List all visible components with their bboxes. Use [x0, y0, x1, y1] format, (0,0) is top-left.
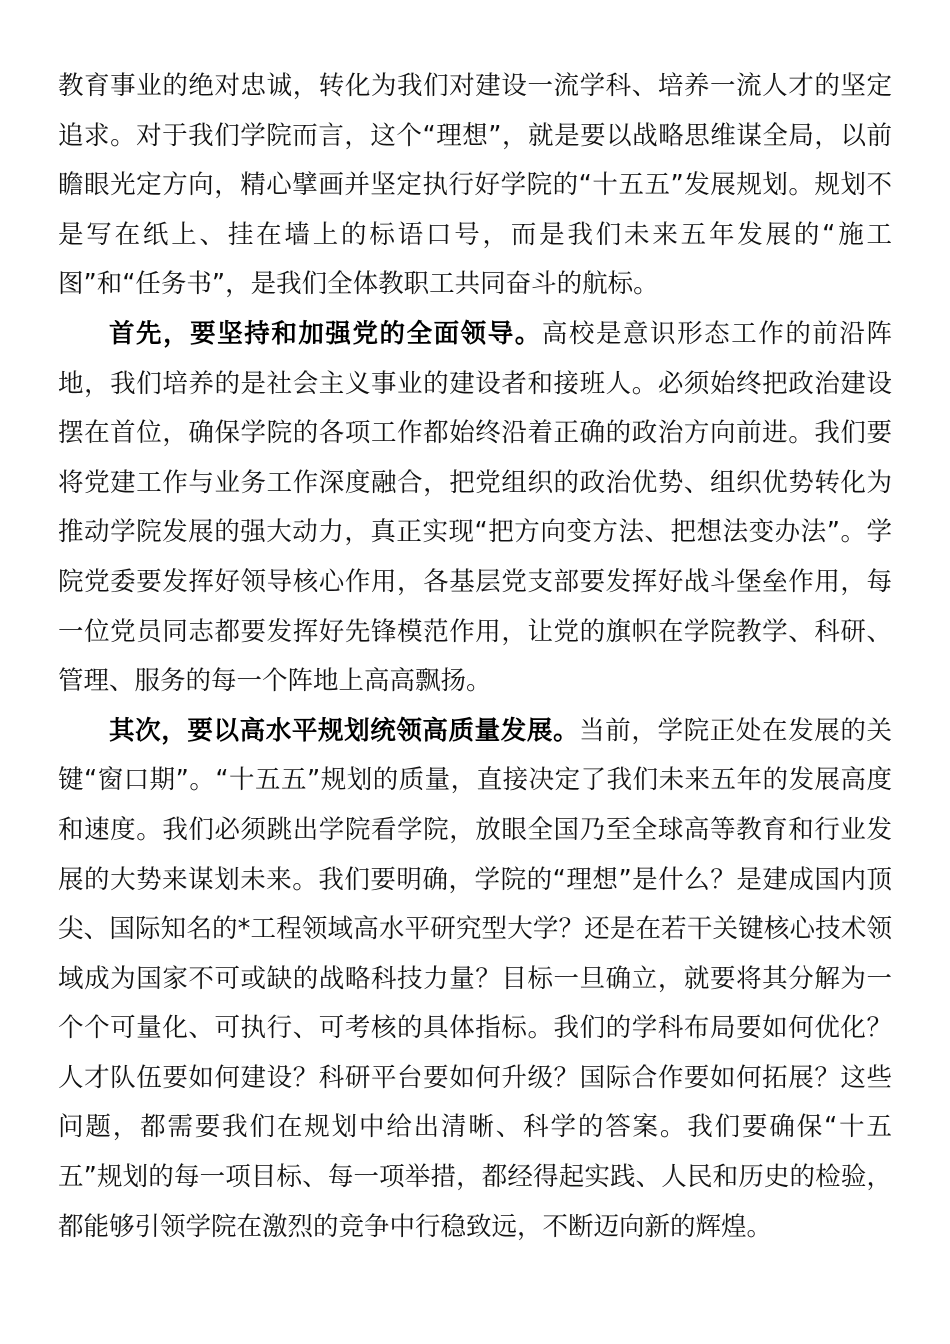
paragraph-1 [58, 62, 892, 310]
paragraph-3-lead: 其次，要以高水平规划统领高质量发展。 [109, 715, 580, 746]
paragraph-1-text: 教育事业的绝对忠诚，转化为我们对建设一流学科、培养一流人才的坚定追求。对于我们学院而言，这个“理想”，就是要以战略思维谋全局，以前瞻眼光定方向，精心擘画并坚定执行好学院的“十五五”发展规划。规划不是写在纸上、挂在墙上的标语口号，而是我们未来五年发展的“施工图”和“任务书”，是我们全体教职工共同奋斗的航标。 [58, 71, 892, 300]
paragraph-3-text: 当前，学院正处在发展的关键“窗口期”。“十五五”规划的质量，直接决定了我们未来五年的发展高度和速度。我们必须跳出学院看学院，放眼全国乃至全球高等教育和行业发展的大势来谋划未来。我们要明确，学院的“理想”是什么？是建成国内顶尖、国际知名的*工程领域高水平研究型大学？还是在若干关键核心技术领域成为国家不可或缺的战略科技力量？目标一旦确立，就要将其分解为一个个可量化、可执行、可考核的具体指标。我们的学科布局要如何优化？人才队伍要如何建设？科研平台要如何升级？国际合作要如何拓展？这些问题，都需要我们在规划中给出清晰、科学的答案。我们要确保“十五五”规划的每一项目标、每一项举措，都经得起实践、人民和历史的检验，都能够引领学院在激烈的竞争中行稳致远，不断迈向新的辉煌。 [58, 715, 892, 1242]
paragraph-2 [58, 310, 892, 707]
document-body [58, 62, 892, 1252]
paragraph-3 [58, 707, 892, 1253]
paragraph-2-lead: 首先，要坚持和加强党的全面领导。 [109, 318, 542, 349]
paragraph-2-text: 高校是意识形态工作的前沿阵地，我们培养的是社会主义事业的建设者和接班人。必须始终把政治建设摆在首位，确保学院的各项工作都始终沿着正确的政治方向前进。我们要将党建工作与业务工作深度融合，把党组织的政治优势、组织优势转化为推动学院发展的强大动力，真正实现“把方向变方法、把想法变办法”。学院党委要发挥好领导核心作用，各基层党支部要发挥好战斗堡垒作用，每一位党员同志都要发挥好先锋模范作用，让党的旗帜在学院教学、科研、管理、服务的每一个阵地上高高飘扬。 [58, 318, 892, 697]
